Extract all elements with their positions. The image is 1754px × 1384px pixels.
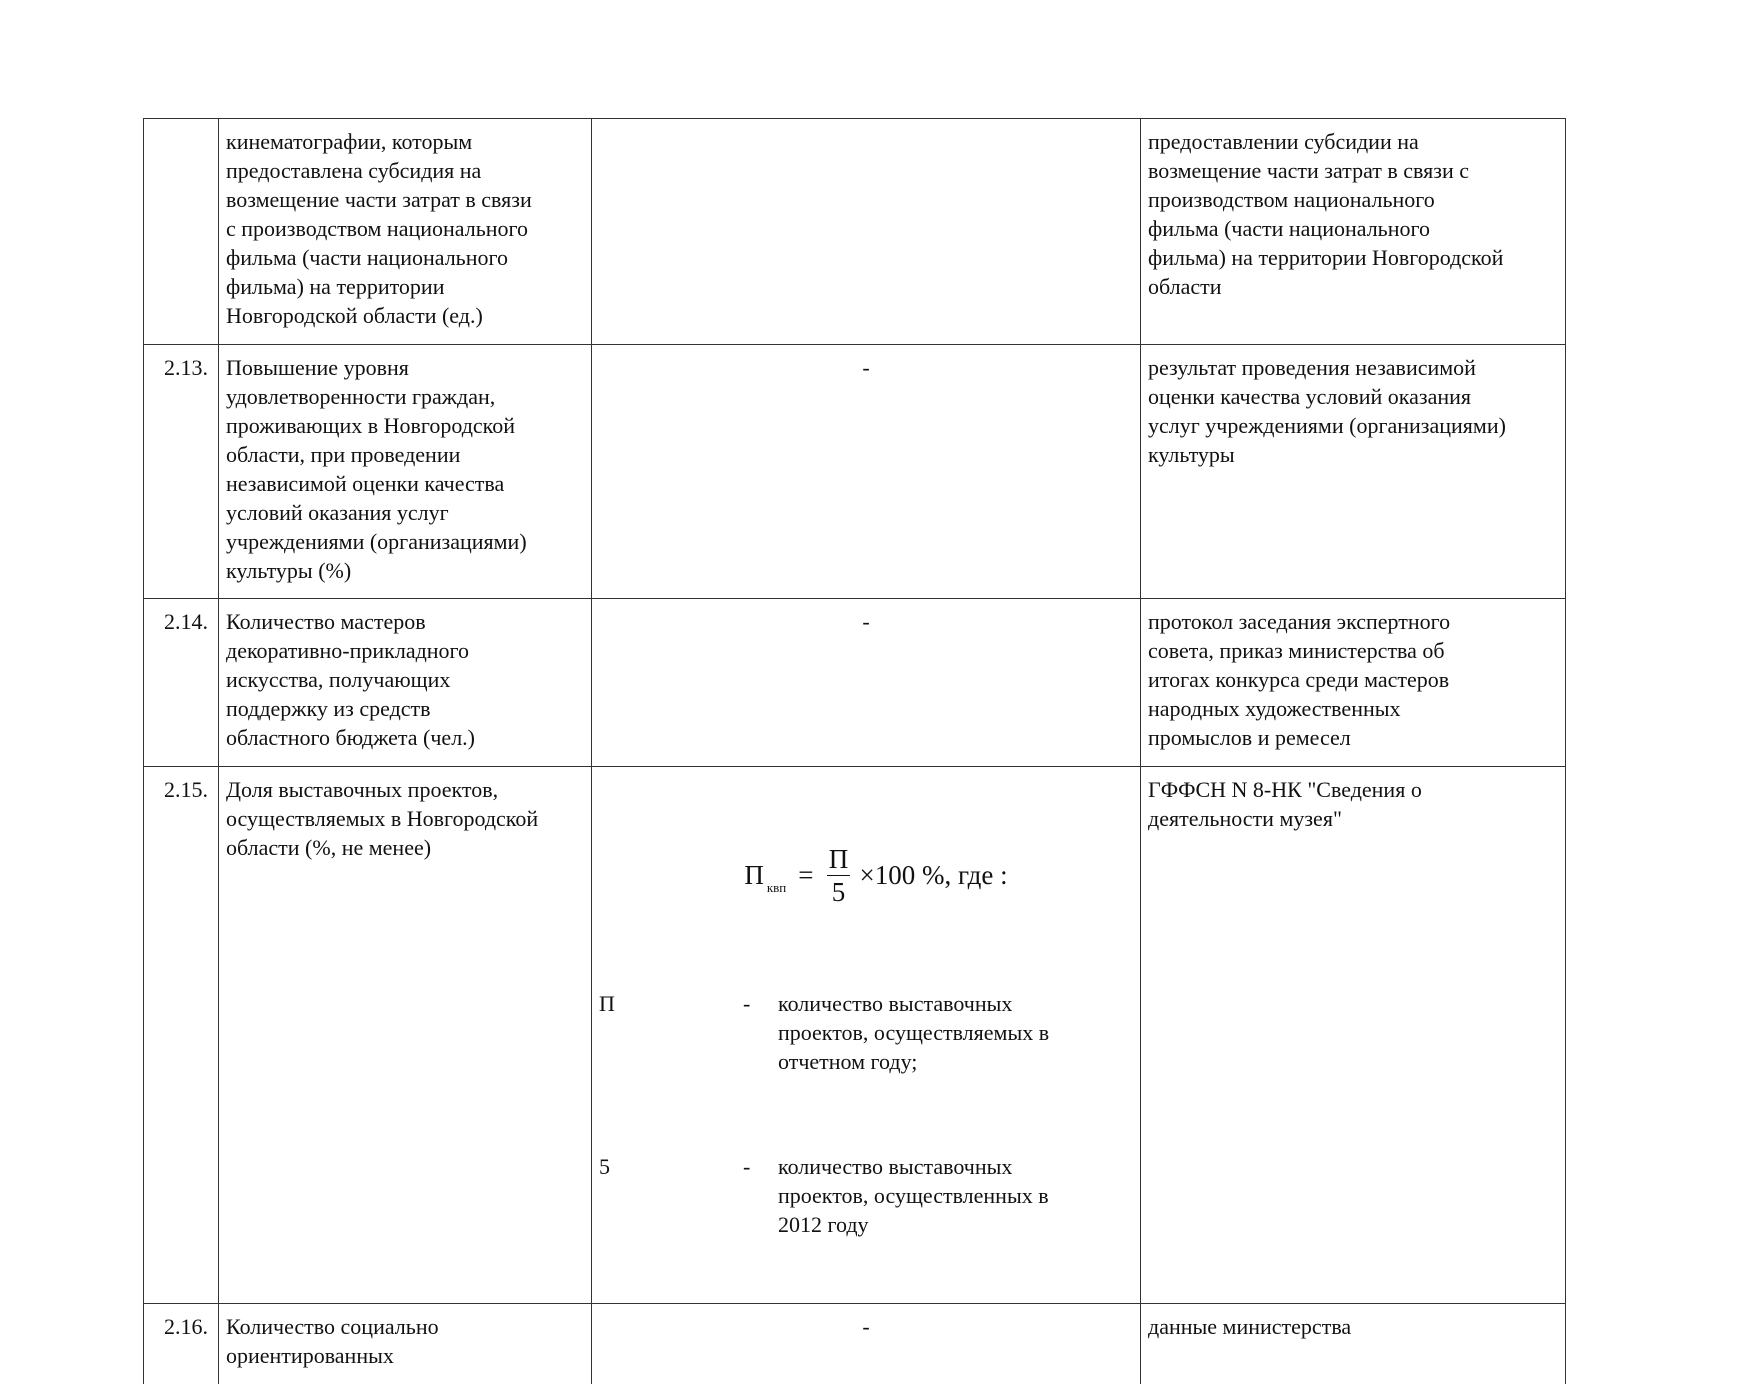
table-row — [143, 766, 1566, 1303]
indicator-name: Доля выставочных проектов, осуществляемых в Новгородской области (%, не менее) — [218, 767, 591, 1303]
formula-denominator: 5 — [831, 876, 846, 907]
data-source: ГФФСН N 8-НК "Сведения о деятельности музея" — [1140, 767, 1566, 1303]
table-row — [143, 1303, 1566, 1384]
table-row — [143, 344, 1566, 598]
definition-dash: - — [743, 1154, 751, 1179]
formula-rest: ×100 %, где : — [859, 860, 1008, 890]
data-source: предоставлении субсидии на возмещение части затрат в связи с производством национального фильма (части национального фильма) на территории Новгородской области — [1140, 119, 1566, 344]
table-row — [143, 118, 1566, 344]
calculation-method: - — [591, 1304, 1140, 1384]
indicator-name: Количество социально ориентированных — [218, 1304, 591, 1384]
calculation-method: - — [591, 345, 1140, 598]
formula-numerator: П — [828, 843, 849, 874]
formula-lhs-group — [744, 859, 787, 895]
table-row — [143, 598, 1566, 766]
calculation-method — [591, 119, 1140, 344]
calculation-method: - — [591, 599, 1140, 766]
indicator-name: кинематографии, которым предоставлена субсидия на возмещение части затрат в связи с производством национального фильма (части национального фильма) на территории Новгородской области (ед.) — [218, 119, 591, 344]
data-source: данные министерства — [1140, 1304, 1566, 1384]
calculation-method — [591, 767, 1140, 1303]
formula-lhs: П — [744, 860, 764, 890]
formula-fraction — [825, 843, 851, 908]
definition-symbol: П — [599, 991, 615, 1016]
definition-text: количество выставочных проектов, осуществляемых в отчетном году; — [778, 991, 1050, 1074]
definition-text: количество выставочных проектов, осуществленных в 2012 году — [778, 1154, 1049, 1237]
row-number: 2.15. — [143, 767, 218, 1303]
row-number — [143, 119, 218, 344]
row-number: 2.16. — [143, 1304, 218, 1384]
formula — [599, 833, 1133, 917]
indicator-name: Количество мастеров декоративно-прикладного искусства, получающих поддержку из средств областного бюджета (чел.) — [218, 599, 591, 766]
definition — [599, 989, 1133, 1076]
data-source: результат проведения независимой оценки качества условий оказания услуг учреждениями (организациями) культуры — [1140, 345, 1566, 598]
row-number: 2.14. — [143, 599, 218, 766]
definition — [599, 1152, 1133, 1239]
definition-symbol: 5 — [599, 1154, 610, 1179]
formula-lhs-subscript: квп — [766, 880, 787, 895]
data-source: протокол заседания экспертного совета, приказ министерства об итогах конкурса среди мастеров народных художественных промыслов и ремесел — [1140, 599, 1566, 766]
indicator-name: Повышение уровня удовлетворенности граждан, проживающих в Новгородской области, при проведении независимой оценки качества условий оказания услуг учреждениями (организациями) культуры (%) — [218, 345, 591, 598]
row-number: 2.13. — [143, 345, 218, 598]
definition-dash: - — [743, 991, 751, 1016]
indicators-table — [143, 118, 1566, 1384]
formula-equals: = — [798, 860, 814, 890]
